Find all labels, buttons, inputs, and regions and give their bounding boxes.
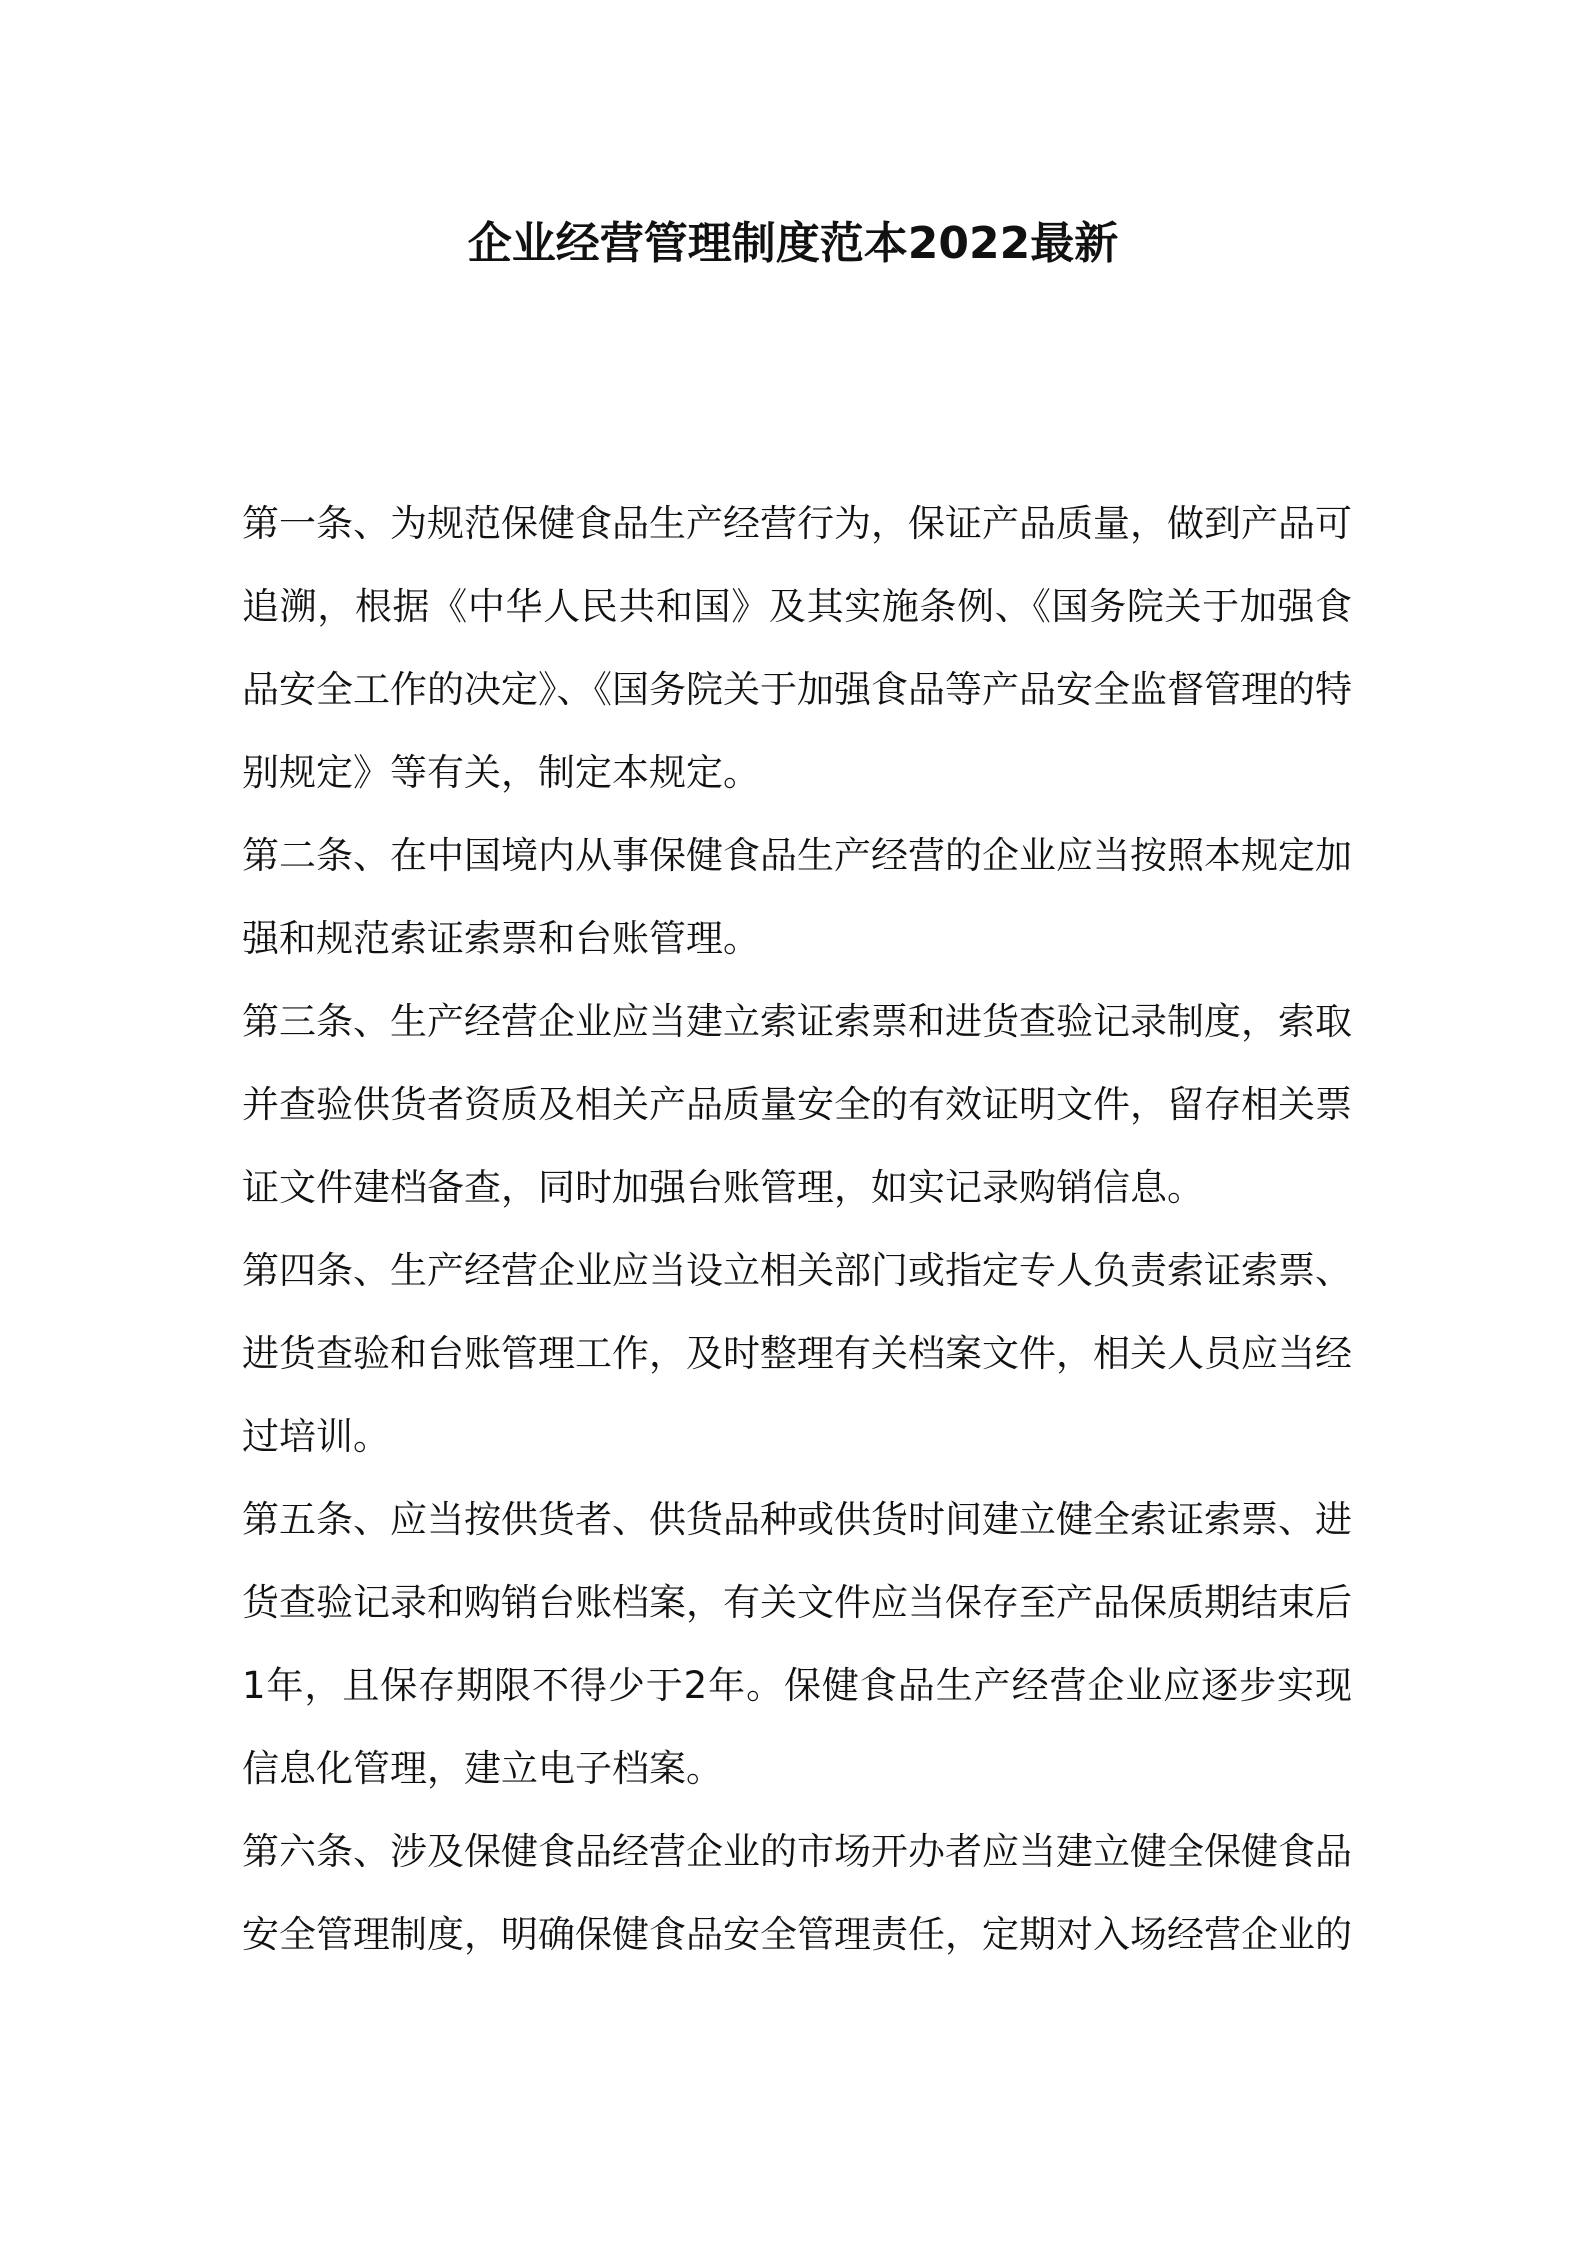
article-2-paragraph: 第二条、在中国境内从事保健食品生产经营的企业应当按照本规定加强和规范索证索票和台账管理。 (242, 834, 1352, 960)
article-4-paragraph: 第四条、生产经营企业应当设立相关部门或指定专人负责索证索票、进货查验和台账管理工作，及时整理有关档案文件，相关人员应当经过培训。 (242, 1249, 1352, 1458)
article-1-paragraph: 第一条、为规范保健食品生产经营行为，保证产品质量，做到产品可追溯，根据《中华人民共和国》及其实施条例、《国务院关于加强食品安全工作的决定》、《国务院关于加强食品等产品安全监督管理的特别规定》等有关，制定本规定。 (242, 502, 1352, 794)
article-6-paragraph: 第六条、涉及保健食品经营企业的市场开办者应当建立健全保健食品安全管理制度，明确保健食品安全管理责任，定期对入场经营企业的 (242, 1830, 1352, 1956)
document-title: 企业经营管理制度范本2022最新 (467, 218, 1119, 269)
article-5-paragraph: 第五条、应当按供货者、供货品种或供货时间建立健全索证索票、进货查验记录和购销台账档案，有关文件应当保存至产品保质期结束后1年，且保存期限不得少于2年。保健食品生产经营企业应逐步实现信息化管理，建立电子档案。 (242, 1498, 1352, 1790)
article-3-paragraph: 第三条、生产经营企业应当建立索证索票和进货查验记录制度，索取并查验供货者资质及相关产品质量安全的有效证明文件，留存相关票证文件建档备查，同时加强台账管理，如实记录购销信息。 (242, 1000, 1352, 1209)
document-body (242, 482, 1352, 1976)
